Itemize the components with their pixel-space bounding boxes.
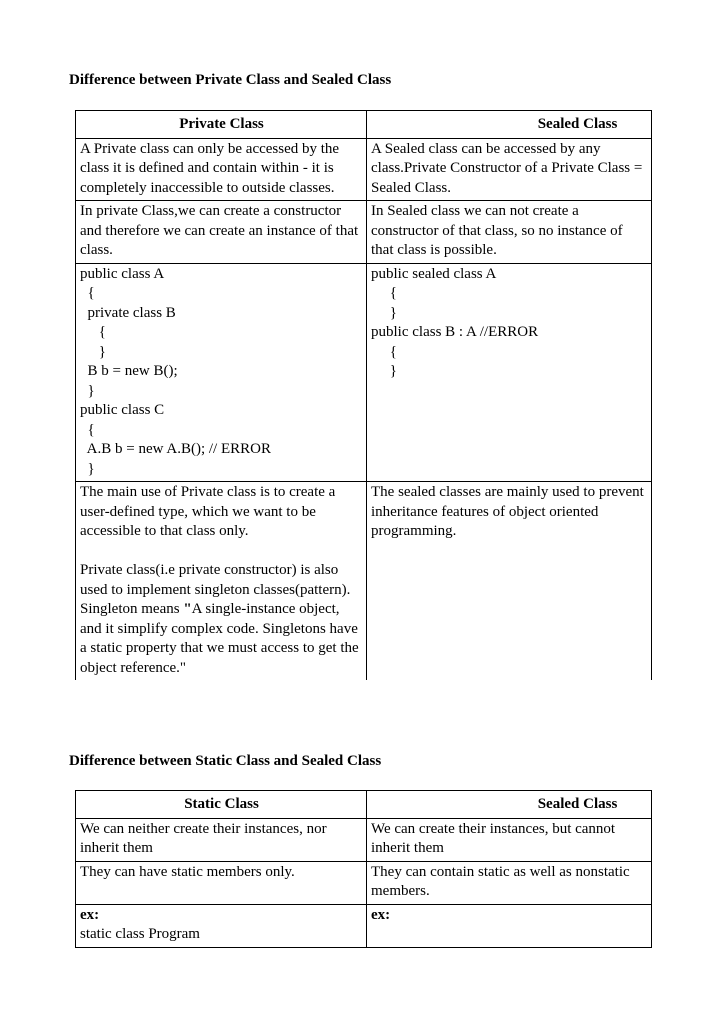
singleton-quote: ": [183, 601, 192, 617]
singleton-paragraph: [80, 561, 363, 678]
table-row: [76, 263, 652, 482]
section2-heading: Difference between Static Class and Sealed Class: [69, 753, 382, 769]
table-row: [76, 482, 652, 681]
static-instances-cell: We can neither create their instances, nor inherit them: [76, 818, 367, 861]
code-line: public class A: [80, 265, 165, 282]
static-members-cell: They can have static members only.: [76, 861, 367, 904]
code-line: }: [80, 343, 106, 360]
code-line: }: [371, 363, 397, 379]
table-row: [76, 138, 652, 201]
singleton-text-start: Private class(i.e private constructor) is also used to implement singleton classes(pattern). Singleton means: [80, 562, 351, 617]
sealed-usage-cell: The sealed classes are mainly used to prevent inheritance features of object oriented programming.: [367, 482, 652, 681]
sealed-code-example-cell: [367, 263, 652, 482]
example-label: ex:: [371, 906, 391, 923]
private-vs-sealed-table: [75, 110, 652, 680]
private-access-cell: A Private class can only be accessed by the class it is defined and contain within - it is completely inaccessible to outside classes.: [76, 138, 367, 201]
sealed-members-cell: They can contain static as well as nonstatic members.: [367, 861, 652, 904]
private-code-example-cell: [76, 263, 367, 482]
section1-heading: Difference between Private Class and Sealed Class: [69, 72, 392, 88]
usage-paragraph: The main use of Private class is to create a user-defined type, which we want to be accessible to that class only.: [80, 484, 336, 539]
paragraph-gap: [80, 542, 363, 562]
example-label: ex:: [80, 906, 100, 923]
static-vs-sealed-table: [75, 790, 652, 948]
code-line: {: [371, 285, 397, 301]
private-usage-cell: [76, 482, 367, 681]
code-line: B b = new B();: [80, 363, 178, 379]
code-line: public class B : A //ERROR: [371, 324, 539, 340]
code-line: }: [371, 304, 397, 321]
table-row: [76, 201, 652, 264]
sealed-constructor-cell: In Sealed class we can not create a constructor of that class, so no instance of that class is possible.: [367, 201, 652, 264]
code-line: static class Program: [80, 926, 200, 942]
table-row: [76, 861, 652, 904]
column-header-static: Static Class: [76, 791, 367, 819]
code-line: {: [371, 343, 397, 360]
code-line: {: [80, 421, 95, 438]
sealed-instances-cell: We can create their instances, but cannot inherit them: [367, 818, 652, 861]
code-line: public sealed class A: [371, 265, 497, 282]
table-row: [76, 904, 652, 947]
code-line: private class B: [80, 304, 176, 321]
private-constructor-cell: In private Class,we can create a constructor and therefore we can create an instance of that class.: [76, 201, 367, 264]
code-line: A.B b = new A.B(); // ERROR: [80, 441, 271, 457]
column-header-sealed: Sealed Class: [367, 111, 652, 139]
table-header-row: [76, 111, 652, 139]
code-line: {: [80, 324, 106, 340]
static-example-cell: [76, 904, 367, 947]
code-line: }: [80, 382, 95, 399]
code-line: public class C: [80, 402, 165, 418]
code-line: {: [80, 285, 95, 301]
code-line: }: [80, 460, 95, 477]
table-row: [76, 818, 652, 861]
singleton-text-end: A single-instance object, and it simplify complex code. Singletons have a static property that we must access to get the object reference.": [80, 601, 359, 676]
sealed-example-cell: [367, 904, 652, 947]
sealed-access-cell: A Sealed class can be accessed by any class.Private Constructor of a Private Class = Sealed Class.: [367, 138, 652, 201]
table-header-row: [76, 791, 652, 819]
column-header-private: Private Class: [76, 111, 367, 139]
column-header-sealed: Sealed Class: [367, 791, 652, 819]
